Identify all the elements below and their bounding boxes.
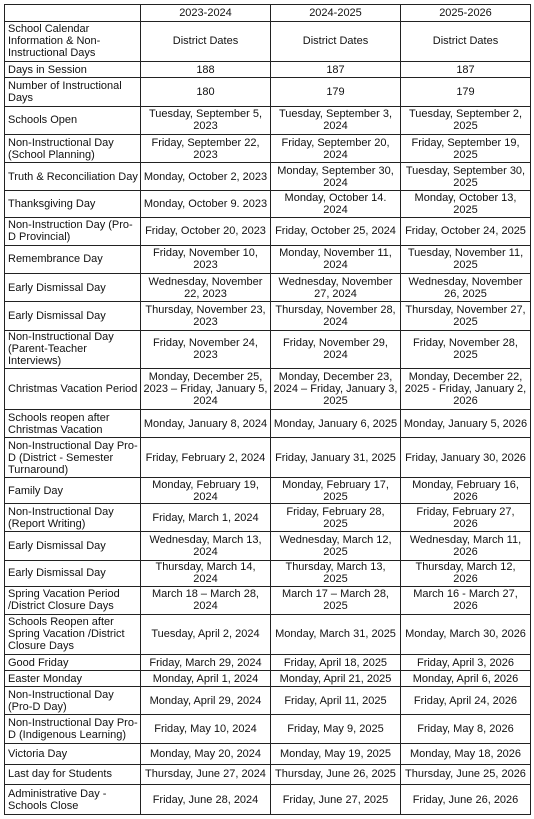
date-cell: Friday, May 9, 2025	[271, 715, 401, 743]
row-label: Non-Instructional Day (Pro-D Day)	[5, 687, 141, 715]
date-cell: Tuesday, September 5, 2023	[141, 106, 271, 134]
date-cell: Wednesday, March 12, 2025	[271, 532, 401, 560]
row-label: Non-Instructional Day (Parent-Teacher Interviews)	[5, 330, 141, 369]
date-cell: Friday, September 19, 2025	[401, 134, 531, 162]
date-cell: Wednesday, March 13, 2024	[141, 532, 271, 560]
date-cell: Thursday, November 27, 2025	[401, 302, 531, 330]
row-label: Remembrance Day	[5, 245, 141, 273]
table-row	[5, 302, 531, 330]
date-cell: Friday, April 3, 2026	[401, 654, 531, 671]
date-cell: Monday, December 23, 2024 – Friday, January 3, 2025	[271, 369, 401, 410]
date-cell: Monday, March 30, 2026	[401, 614, 531, 654]
date-cell: Friday, January 30, 2026	[401, 438, 531, 478]
table-row	[5, 586, 531, 614]
date-cell: Friday, June 27, 2025	[271, 785, 401, 815]
date-cell: Monday, October 14. 2024	[271, 191, 401, 217]
row-label: Victoria Day	[5, 743, 141, 764]
date-cell: Friday, March 1, 2024	[141, 504, 271, 532]
row-label: Early Dismissal Day	[5, 274, 141, 302]
date-cell: Friday, November 29, 2024	[271, 330, 401, 369]
row-label: School Calendar Information & Non-Instructional Days	[5, 22, 141, 62]
table-row	[5, 654, 531, 671]
table-row	[5, 785, 531, 815]
table-row	[5, 217, 531, 245]
date-cell: Monday, April 29, 2024	[141, 687, 271, 715]
date-cell: Thursday, March 13, 2025	[271, 560, 401, 586]
row-label: Early Dismissal Day	[5, 560, 141, 586]
date-cell: Tuesday, April 2, 2024	[141, 614, 271, 654]
date-cell: Friday, April 18, 2025	[271, 654, 401, 671]
row-label: Schools reopen after Christmas Vacation	[5, 410, 141, 438]
date-cell: Tuesday, November 11, 2025	[401, 245, 531, 273]
row-label: Schools Open	[5, 106, 141, 134]
date-cell: Monday, October 2, 2023	[141, 163, 271, 191]
date-cell: March 17 – March 28, 2025	[271, 586, 401, 614]
table-row	[5, 163, 531, 191]
table-row	[5, 504, 531, 532]
date-cell: Monday, January 8, 2024	[141, 410, 271, 438]
date-cell: 179	[271, 78, 401, 106]
header-row	[5, 5, 531, 22]
row-label: Non-Instructional Day (School Planning)	[5, 134, 141, 162]
date-cell: Friday, February 28, 2025	[271, 504, 401, 532]
table-row	[5, 477, 531, 503]
table-row	[5, 764, 531, 785]
table-row	[5, 614, 531, 654]
table-row	[5, 671, 531, 687]
date-cell: Thursday, November 28, 2024	[271, 302, 401, 330]
date-cell: 188	[141, 61, 271, 78]
date-cell: Friday, September 20, 2024	[271, 134, 401, 162]
table-row	[5, 191, 531, 217]
row-label: Family Day	[5, 477, 141, 503]
year-header: 2024-2025	[271, 5, 401, 22]
date-cell: Friday, June 26, 2026	[401, 785, 531, 815]
date-cell: Friday, November 10, 2023	[141, 245, 271, 273]
date-cell: Monday, May 19, 2025	[271, 743, 401, 764]
date-cell: Friday, April 11, 2025	[271, 687, 401, 715]
date-cell: Monday, November 11, 2024	[271, 245, 401, 273]
row-label: Thanksgiving Day	[5, 191, 141, 217]
date-cell: Monday, January 6, 2025	[271, 410, 401, 438]
date-cell: Monday, January 5, 2026	[401, 410, 531, 438]
row-label: Non-Instructional Day Pro-D (District - Semester Turnaround)	[5, 438, 141, 478]
year-header: 2023-2024	[141, 5, 271, 22]
year-header: 2025-2026	[401, 5, 531, 22]
date-cell: Monday, October 13, 2025	[401, 191, 531, 217]
date-cell: Friday, January 31, 2025	[271, 438, 401, 478]
date-cell: Friday, November 24, 2023	[141, 330, 271, 369]
date-cell: Friday, April 24, 2026	[401, 687, 531, 715]
row-label: Good Friday	[5, 654, 141, 671]
row-label: Spring Vacation Period /District Closure Days	[5, 586, 141, 614]
date-cell: Thursday, June 25, 2026	[401, 764, 531, 785]
date-cell: Wednesday, March 11, 2026	[401, 532, 531, 560]
table-row	[5, 532, 531, 560]
date-cell: Friday, May 10, 2024	[141, 715, 271, 743]
row-label: Number of Instructional Days	[5, 78, 141, 106]
table-row	[5, 715, 531, 743]
date-cell: Friday, October 25, 2024	[271, 217, 401, 245]
date-cell: District Dates	[401, 22, 531, 62]
date-cell: Monday, February 16, 2026	[401, 477, 531, 503]
date-cell: Monday, December 22, 2025 - Friday, January 2, 2026	[401, 369, 531, 410]
row-label: Easter Monday	[5, 671, 141, 687]
table-row	[5, 61, 531, 78]
table-row	[5, 274, 531, 302]
row-label: Early Dismissal Day	[5, 302, 141, 330]
date-cell: District Dates	[271, 22, 401, 62]
date-cell: Thursday, June 27, 2024	[141, 764, 271, 785]
date-cell: Monday, May 20, 2024	[141, 743, 271, 764]
date-cell: March 18 – March 28, 2024	[141, 586, 271, 614]
table-row	[5, 687, 531, 715]
table-row	[5, 410, 531, 438]
date-cell: Monday, February 19, 2024	[141, 477, 271, 503]
date-cell: Friday, October 20, 2023	[141, 217, 271, 245]
date-cell: Friday, February 2, 2024	[141, 438, 271, 478]
date-cell: Thursday, June 26, 2025	[271, 764, 401, 785]
date-cell: Monday, May 18, 2026	[401, 743, 531, 764]
row-label: Early Dismissal Day	[5, 532, 141, 560]
date-cell: Wednesday, November 27, 2024	[271, 274, 401, 302]
date-cell: Friday, May 8, 2026	[401, 715, 531, 743]
date-cell: 187	[401, 61, 531, 78]
date-cell: Wednesday, November 22, 2023	[141, 274, 271, 302]
date-cell: Monday, December 25, 2023 – Friday, January 5, 2024	[141, 369, 271, 410]
date-cell: 187	[271, 61, 401, 78]
row-label: Non-Instructional Day (Report Writing)	[5, 504, 141, 532]
date-cell: 179	[401, 78, 531, 106]
table-row	[5, 245, 531, 273]
date-cell: Monday, April 21, 2025	[271, 671, 401, 687]
date-cell: Monday, April 6, 2026	[401, 671, 531, 687]
row-label: Truth & Reconciliation Day	[5, 163, 141, 191]
table-row	[5, 743, 531, 764]
date-cell: Friday, September 22, 2023	[141, 134, 271, 162]
date-cell: Friday, November 28, 2025	[401, 330, 531, 369]
table-row	[5, 560, 531, 586]
row-label: Schools Reopen after Spring Vacation /District Closure Days	[5, 614, 141, 654]
table-row	[5, 438, 531, 478]
row-label: Last day for Students	[5, 764, 141, 785]
date-cell: Wednesday, November 26, 2025	[401, 274, 531, 302]
table-row	[5, 369, 531, 410]
date-cell: Monday, October 9. 2023	[141, 191, 271, 217]
date-cell: Monday, September 30, 2024	[271, 163, 401, 191]
date-cell: 180	[141, 78, 271, 106]
date-cell: District Dates	[141, 22, 271, 62]
row-label: Non-Instructional Day Pro-D (Indigenous Learning)	[5, 715, 141, 743]
date-cell: Monday, April 1, 2024	[141, 671, 271, 687]
date-cell: Thursday, March 14, 2024	[141, 560, 271, 586]
table-row	[5, 106, 531, 134]
date-cell: Friday, October 24, 2025	[401, 217, 531, 245]
table-row	[5, 134, 531, 162]
date-cell: Tuesday, September 2, 2025	[401, 106, 531, 134]
date-cell: Tuesday, September 30, 2025	[401, 163, 531, 191]
row-label: Non-Instruction Day (Pro-D Provincial)	[5, 217, 141, 245]
date-cell: Friday, June 28, 2024	[141, 785, 271, 815]
corner-header	[5, 5, 141, 22]
date-cell: March 16 - March 27, 2026	[401, 586, 531, 614]
date-cell: Thursday, March 12, 2026	[401, 560, 531, 586]
date-cell: Thursday, November 23, 2023	[141, 302, 271, 330]
table-row	[5, 330, 531, 369]
row-label: Days in Session	[5, 61, 141, 78]
date-cell: Tuesday, September 3, 2024	[271, 106, 401, 134]
date-cell: Monday, February 17, 2025	[271, 477, 401, 503]
table-row	[5, 22, 531, 62]
calendar-body	[5, 22, 531, 815]
row-label: Administrative Day - Schools Close	[5, 785, 141, 815]
date-cell: Friday, February 27, 2026	[401, 504, 531, 532]
date-cell: Friday, March 29, 2024	[141, 654, 271, 671]
table-row	[5, 78, 531, 106]
date-cell: Monday, March 31, 2025	[271, 614, 401, 654]
school-calendar-table	[4, 4, 531, 815]
row-label: Christmas Vacation Period	[5, 369, 141, 410]
